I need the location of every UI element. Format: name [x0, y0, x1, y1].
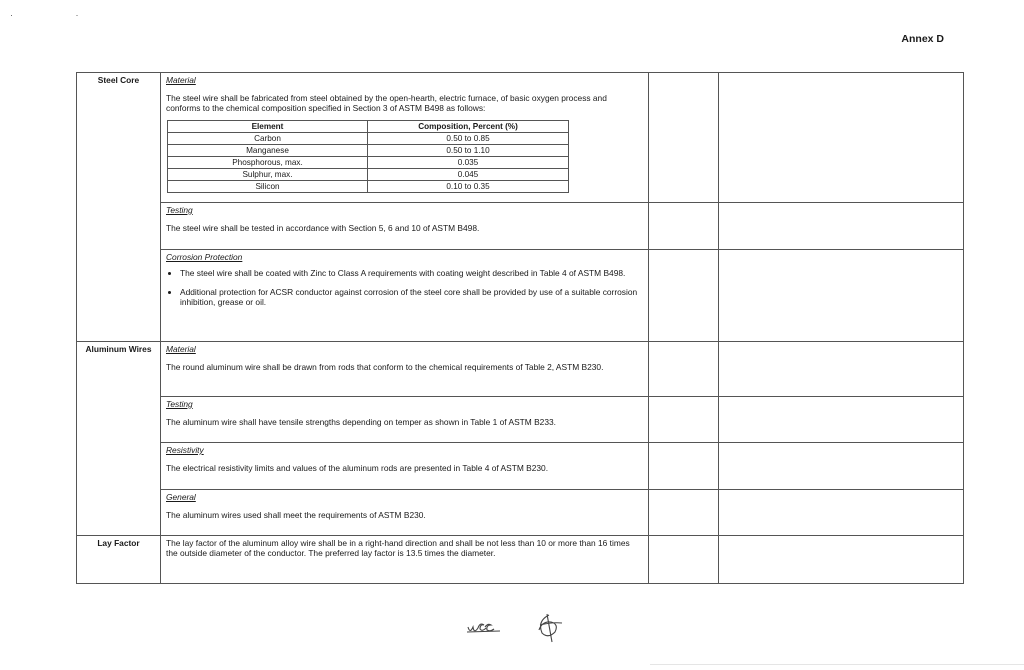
- table-row: [77, 536, 964, 584]
- steel-testing-cell: [161, 203, 649, 250]
- aluminum-testing-cell: [161, 397, 649, 443]
- steel-material-text: The steel wire shall be fabricated from steel obtained by the open-hearth, electric furnace, of basic oxygen process and conforms to the chemical composition specified in Section 3 of ASTM B498 as follows:: [166, 93, 607, 113]
- table-row: [168, 157, 569, 169]
- subheading-material: Material: [166, 75, 196, 85]
- aluminum-material-cell: [161, 342, 649, 397]
- list-item: • The steel wire shall be coated with Zinc to Class A requirements with coating weight described in Table 4 of ASTM B498.: [180, 268, 643, 278]
- subheading-testing: Testing: [166, 399, 193, 409]
- element-cell: Carbon: [168, 133, 368, 145]
- list-item: • Additional protection for ACSR conductor against corrosion of the steel core shall be provided by use of a suitable corrosion inhibition, grease or oil.: [180, 287, 643, 307]
- table-row: [77, 397, 964, 443]
- blank-cell: [649, 73, 719, 203]
- table-row: [77, 73, 964, 203]
- category-steel-core: Steel Core: [77, 73, 161, 342]
- aluminum-resistivity-text: The electrical resistivity limits and values of the aluminum rods are presented in Table 4 of ASTM B230.: [166, 463, 549, 473]
- scan-edge-line: [650, 664, 1024, 665]
- element-cell: Manganese: [168, 145, 368, 157]
- blank-cell: [719, 536, 964, 584]
- steel-testing-text: The steel wire shall be tested in accordance with Section 5, 6 and 10 of ASTM B498.: [166, 223, 480, 233]
- aluminum-general-text: The aluminum wires used shall meet the requirements of ASTM B230.: [166, 510, 426, 520]
- blank-cell: [649, 397, 719, 443]
- aluminum-general-cell: [161, 490, 649, 536]
- table-row: [77, 443, 964, 490]
- element-cell: Silicon: [168, 181, 368, 193]
- lay-factor-text: The lay factor of the aluminum alloy wire shall be in a right-hand direction and shall be not less than 10 or more than 16 times the outside diameter of the conductor. The preferred lay factor is 13.5 times the diameter.: [166, 538, 630, 558]
- scan-specks: · ·: [10, 10, 109, 20]
- category-lay-factor: Lay Factor: [77, 536, 161, 584]
- table-row: [168, 145, 569, 157]
- blank-cell: [719, 397, 964, 443]
- subheading-material: Material: [166, 344, 196, 354]
- signature-mark: [533, 612, 565, 644]
- table-row: [77, 203, 964, 250]
- blank-cell: [719, 73, 964, 203]
- blank-cell: [719, 250, 964, 342]
- blank-cell: [719, 203, 964, 250]
- table-row: [77, 342, 964, 397]
- aluminum-testing-text: The aluminum wire shall have tensile strengths depending on temper as shown in Table 1 of ASTM B233.: [166, 417, 556, 427]
- subheading-testing: Testing: [166, 205, 193, 215]
- table-row: [168, 169, 569, 181]
- annex-label: Annex D: [901, 33, 944, 45]
- blank-cell: [649, 536, 719, 584]
- blank-cell: [719, 490, 964, 536]
- subheading-resistivity: Resistivity: [166, 445, 204, 455]
- table-row: [168, 181, 569, 193]
- steel-corrosion-cell: [161, 250, 649, 342]
- subheading-corrosion: Corrosion Protection: [166, 252, 243, 262]
- blank-cell: [719, 342, 964, 397]
- aluminum-resistivity-cell: [161, 443, 649, 490]
- composition-cell: 0.045: [368, 169, 569, 181]
- blank-cell: [719, 443, 964, 490]
- blank-cell: [649, 490, 719, 536]
- composition-header-row: [168, 121, 569, 133]
- corrosion-list: [166, 268, 643, 307]
- lay-factor-cell: [161, 536, 649, 584]
- table-row: [77, 250, 964, 342]
- blank-cell: [649, 342, 719, 397]
- subheading-general: General: [166, 492, 196, 502]
- table-row: [168, 133, 569, 145]
- table-row: [77, 490, 964, 536]
- steel-material-cell: [161, 73, 649, 203]
- composition-header-percent: Composition, Percent (%): [368, 121, 569, 133]
- composition-cell: 0.10 to 0.35: [368, 181, 569, 193]
- composition-table: [167, 120, 569, 193]
- aluminum-material-text: The round aluminum wire shall be drawn from rods that conform to the chemical requirements of Table 2, ASTM B230.: [166, 362, 604, 372]
- initials-uac: [466, 618, 502, 638]
- blank-cell: [649, 443, 719, 490]
- composition-cell: 0.50 to 0.85: [368, 133, 569, 145]
- composition-cell: 0.50 to 1.10: [368, 145, 569, 157]
- blank-cell: [649, 203, 719, 250]
- element-cell: Sulphur, max.: [168, 169, 368, 181]
- composition-header-element: Element: [168, 121, 368, 133]
- category-aluminum-wires: Aluminum Wires: [77, 342, 161, 536]
- composition-cell: 0.035: [368, 157, 569, 169]
- blank-cell: [649, 250, 719, 342]
- element-cell: Phosphorous, max.: [168, 157, 368, 169]
- specification-table: [76, 72, 964, 584]
